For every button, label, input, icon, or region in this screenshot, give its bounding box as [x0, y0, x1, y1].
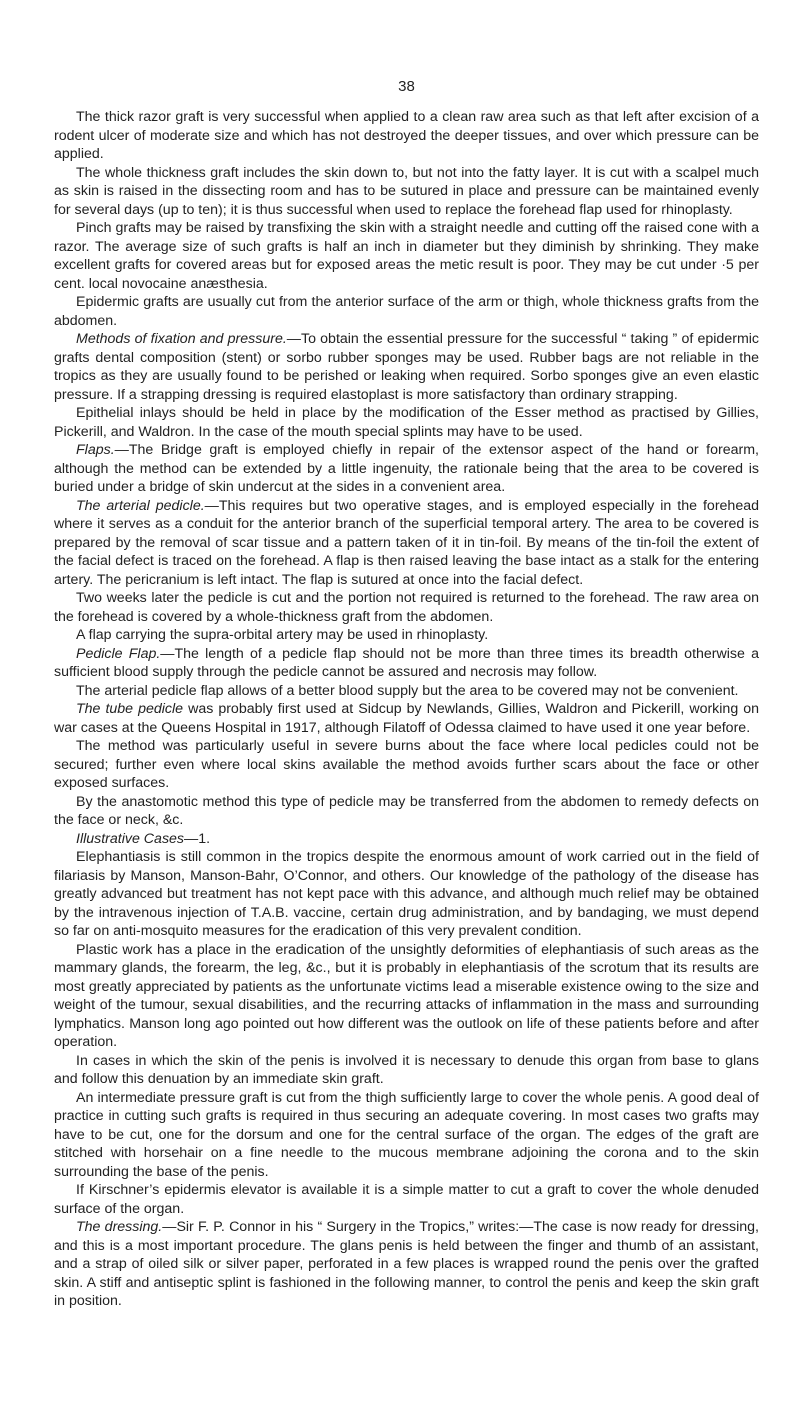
paragraph-text: Elephantiasis is still common in the tropics despite the enormous amount of work carried out in the field of filariasis by Manson, Manson-Bahr, O’Connor, and others. Our knowledge of the pathology of the disease has greatly advanced but treatment has not kept pace with this advance, and although much relief may be obtained by the intravenous injection of T.A.B. vaccine, certain drug administration, and by bandaging, we must depend so far on anti-mosquito measures for the eradication of this very prevalent condition. [54, 849, 759, 939]
paragraph-text: The method was particularly useful in severe burns about the face where local pedicles could not be secured; further even where local skins available the method avoids further scars about the face or other exposed surfaces. [54, 738, 759, 791]
paragraph-text: By the anastomotic method this type of pedicle may be transferred from the abdomen to remedy defects on the face or neck, &c. [54, 793, 759, 828]
document-page [54, 0, 759, 1311]
paragraph-heading: Flaps. [76, 442, 115, 458]
paragraph-heading: The tube pedicle [76, 701, 184, 717]
paragraph [54, 1181, 759, 1218]
paragraph [54, 700, 759, 737]
paragraph-text: was probably first used at Sidcup by Newlands, Gillies, Waldron and Pickerill, working on war cases at the Queens Hospital in 1917, although Filatoff of Odessa claimed to have used it one year before. [54, 701, 760, 736]
paragraph [54, 293, 759, 330]
paragraph [54, 219, 759, 293]
paragraph-text: The arterial pedicle flap allows of a better blood supply but the area to be covered may not be convenient. [76, 682, 739, 699]
paragraph [54, 626, 759, 645]
paragraph-heading: Illustrative Cases [76, 830, 185, 847]
paragraph-text: —The Bridge graft is employed chiefly in repair of the extensor aspect of the hand or forearm, although the method can be extended by a little ingenuity, the rationale being that the area to be covered is buried under a bridge of skin undercut at the sides in a convenient area. [54, 442, 759, 495]
paragraph-text: Pinch grafts may be raised by transfixing the skin with a straight needle and cutting off the raised cone with a razor. The average size of such grafts is half an inch in diameter but they diminish by shrinking. They make excellent grafts for covered areas but for exposed areas the metic result is poor. They may be cut under ·5 per cent. local novocaine anæsthesia. [54, 220, 759, 292]
paragraph [54, 830, 759, 849]
paragraph-heading: The arterial pedicle. [76, 497, 205, 514]
paragraph-heading: Methods of fixation and pressure. [76, 331, 287, 347]
paragraph-text: Plastic work has a place in the eradication of the unsightly deformities of elephantiasis of such areas as the mammary glands, the forearm, the leg, &c., but it is probably in elephantiasis of the scrotum that its results are most greatly appreciated by patients as the unfortunate victims lead a miserable existence owing to the size and weight of the tumour, sexual disabilities, and the recurring attacks of inflammation in the mass and surrounding lymphatics. Manson long ago pointed out how different was the outlook on life of these patients before and after operation. [54, 941, 759, 1050]
paragraph-text: The whole thickness graft includes the skin down to, but not into the fatty layer. It is cut with a scalpel much as skin is raised in the dissecting room and has to be sutured in place and pressure can be maintained evenly for several days (up to ten); it is thus successful when used to replace the forehead flap used for rhinoplasty. [54, 164, 759, 218]
paragraph [54, 108, 759, 164]
paragraph [54, 164, 759, 220]
paragraph-heading: Pedicle Flap. [76, 645, 161, 662]
paragraph [54, 848, 759, 941]
paragraph [54, 589, 759, 626]
paragraph [54, 1052, 759, 1089]
paragraph-text: An intermediate pressure graft is cut from the thigh sufficiently large to cover the whole penis. A good deal of practice in cutting such grafts is required in thus securing an adequate covering. In most cases two grafts may have to be cut, one for the dorsum and one for the central surface of the organ. The edges of the graft are stitched with horsehair on a fine needle to the mucous membrane adjoining the corona and to the skin surrounding the base of the penis. [54, 1089, 759, 1180]
paragraph [54, 645, 759, 682]
body-text [54, 108, 759, 1311]
paragraph [54, 793, 759, 830]
page-number: 38 [398, 78, 415, 95]
paragraph-heading: The dressing. [76, 1219, 163, 1235]
paragraph-text: The thick razor graft is very successful when applied to a clean raw area such as that left after excision of a rodent ulcer of moderate size and which has not destroyed the deeper tissues, and over which pressure can be applied. [54, 109, 759, 162]
paragraph-text: —To obtain the essential pressure for the successful “ taking ” of epidermic grafts dental composition (stent) or sorbo rubber sponges may be used. Rubber bags are not reliable in the tropics as they are usually found to be perished or leaking when required. Sorbo sponges give an even elastic pressure. If a strapping dressing is required elastoplast is more satisfactory than ordinary strapping. [54, 331, 760, 403]
paragraph-text: Epithelial inlays should be held in place by the modification of the Esser method as practised by Gillies, Pickerill, and Waldron. In the case of the mouth special splints may have to be used. [54, 405, 759, 440]
paragraph [54, 737, 759, 793]
paragraph-text: In cases in which the skin of the penis is involved it is necessary to denude this organ from base to glans and follow this denuation by an immediate skin graft. [54, 1052, 759, 1087]
paragraph [54, 941, 759, 1052]
paragraph-text: —1. [184, 830, 211, 847]
paragraph [54, 497, 759, 590]
paragraph-text: —Sir F. P. Connor in his “ Surgery in the Tropics,” writes:—The case is now ready for dressing, and this is a most important procedure. The glans penis is held between the finger and thumb of an assistant, and a strap of oiled silk or silver paper, perforated in a few places is wrapped round the penis over the grafted skin. A stiff and antiseptic splint is fashioned in the following manner, to control the penis and keep the skin graft in position. [54, 1219, 759, 1309]
paragraph [54, 1089, 759, 1182]
paragraph-text: A flap carrying the supra-orbital artery may be used in rhinoplasty. [76, 627, 489, 643]
paragraph [54, 682, 759, 701]
paragraph [54, 330, 759, 404]
paragraph-text: Two weeks later the pedicle is cut and the portion not required is returned to the forehead. The raw area on the forehead is covered by a whole-thickness graft from the abdomen. [54, 590, 759, 625]
paragraph [54, 441, 759, 497]
paragraph-text: —This requires but two operative stages, and is employed especially in the forehead where it serves as a conduit for the anterior branch of the superficial temporal artery. The area to be covered is prepared by the removal of scar tissue and a pattern taken of it in tin-foil. By means of the tin-foil the extent of the facial defect is traced on the forehead. A flap is then raised leaving the base intact as a stalk for the entering artery. The pericranium is left intact. The flap is sutured at once into the facial defect. [54, 497, 759, 588]
paragraph-text: If Kirschner’s epidermis elevator is available it is a simple matter to cut a graft to cover the whole denuded surface of the organ. [54, 1182, 759, 1217]
paragraph [54, 404, 759, 441]
paragraph [54, 1218, 759, 1311]
paragraph-text: —The length of a pedicle flap should not be more than three times its breadth otherwise a sufficient blood supply through the pedicle cannot be assured and necrosis may follow. [54, 645, 760, 680]
paragraph-text: Epidermic grafts are usually cut from the anterior surface of the arm or thigh, whole thickness grafts from the abdomen. [54, 294, 759, 329]
